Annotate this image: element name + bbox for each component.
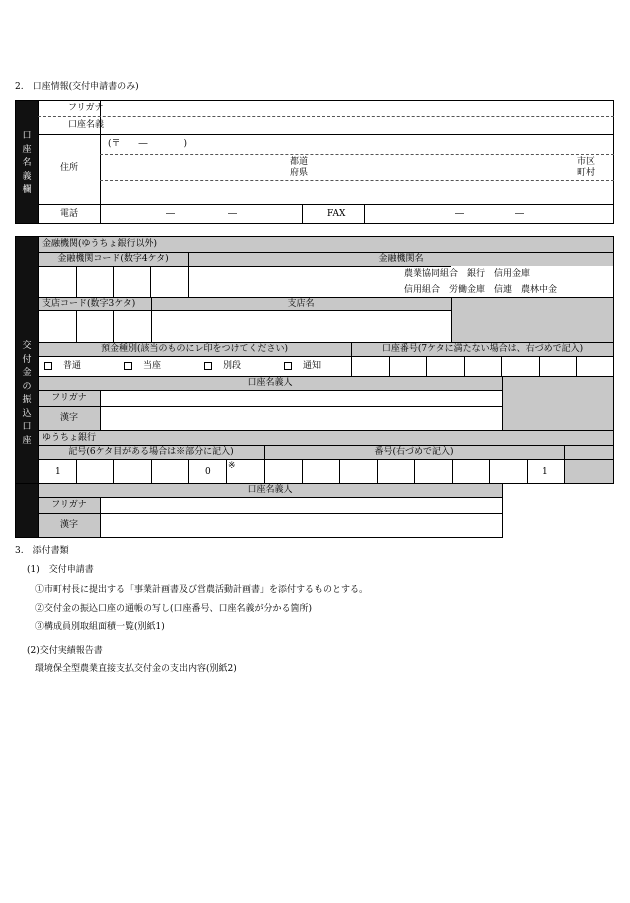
account-name-label: 口座名義	[68, 120, 105, 130]
branch-code-label: 支店コード(数字3ケタ)	[42, 299, 136, 309]
kigo-fifth-digit: 0	[205, 467, 211, 477]
transfer-side-label: 交付金の振込口座	[22, 341, 32, 446]
deposit-type-label: 預金種別(該当のものにレ印をつけてください)	[100, 344, 289, 354]
holder-label: 口座名義人	[247, 378, 293, 388]
todofuken-top: 都道	[290, 157, 309, 167]
holder-furigana-label: フリガナ	[51, 393, 87, 403]
branch-name-label: 支店名	[287, 299, 315, 309]
yucho-kanji-label: 漢字	[59, 520, 78, 530]
checkbox-icon	[204, 362, 212, 370]
section3-sub2: (2)交付実績報告書	[27, 646, 103, 656]
deposit-option-betsudan[interactable]: 別段	[204, 361, 241, 372]
holder-kanji-label: 漢字	[59, 413, 78, 423]
furigana-label: フリガナ	[68, 103, 104, 113]
phone-label: 電話	[60, 209, 79, 219]
account-number-label: 口座番号(7ケタに満たない場合は、右づめで記入)	[381, 344, 584, 354]
bango-label: 番号(右づめで記入)	[374, 447, 454, 457]
address-label: 住所	[60, 163, 79, 173]
yucho-furigana-label: フリガナ	[51, 500, 87, 510]
fax-label: FAX	[327, 209, 346, 219]
fin-types-line1: 農業協同組合 銀行 信用金庫	[404, 269, 531, 279]
checkbox-icon	[44, 362, 52, 370]
section3-item2: ②交付金の振込口座の通帳の写し(口座番号、口座名義が分かる箇所)	[35, 604, 313, 614]
yucho-label: ゆうちょ銀行	[42, 433, 97, 443]
section3-item3: ③構成員別取組面積一覧(別紙1)	[35, 622, 165, 632]
fin-inst-header: 金融機関(ゆうちょ銀行以外)	[42, 239, 158, 249]
yucho-holder-label: 口座名義人	[247, 485, 293, 495]
bango-last-digit: 1	[542, 467, 548, 477]
shiku-bottom: 町村	[577, 168, 596, 178]
section3-item1: ①市町村長に提出する「事業計画書及び営農活動計画書」を添付するものとする。	[35, 585, 369, 595]
kigo-first-digit: 1	[55, 467, 61, 477]
kigo-mark: ※	[228, 461, 236, 471]
section2-heading: 2. 口座情報(交付申請書のみ)	[15, 82, 139, 92]
todofuken-bottom: 府県	[290, 168, 309, 178]
shiku-top: 市区	[577, 157, 596, 167]
section3-sub1: (1) 交付申請書	[27, 565, 94, 575]
section3-item4: 環境保全型農業直接支払交付金の支出内容(別紙2)	[35, 664, 237, 674]
deposit-option-toza[interactable]: 当座	[124, 361, 161, 372]
kigo-label: 記号(6ケタ目がある場合は※部分に記入)	[68, 447, 234, 457]
deposit-option-tsuchi[interactable]: 通知	[284, 361, 321, 372]
postal-code-field[interactable]: (〒 ― )	[108, 139, 188, 149]
section3-heading: 3. 添付書類	[15, 546, 69, 556]
fin-code-label: 金融機関コード(数字4ケタ)	[57, 254, 169, 264]
fin-types-line2: 信用組合 労働金庫 信連 農林中金	[404, 285, 558, 295]
fax-dash-1: ―	[455, 209, 464, 219]
fin-name-label: 金融機関名	[378, 254, 424, 264]
phone-dash-2: ―	[228, 209, 237, 219]
fax-dash-2: ―	[515, 209, 524, 219]
account-holder-side-label: 口座名義欄	[22, 131, 32, 195]
deposit-option-futsu[interactable]: 普通	[44, 361, 81, 372]
checkbox-icon	[124, 362, 132, 370]
phone-dash-1: ―	[166, 209, 175, 219]
checkbox-icon	[284, 362, 292, 370]
